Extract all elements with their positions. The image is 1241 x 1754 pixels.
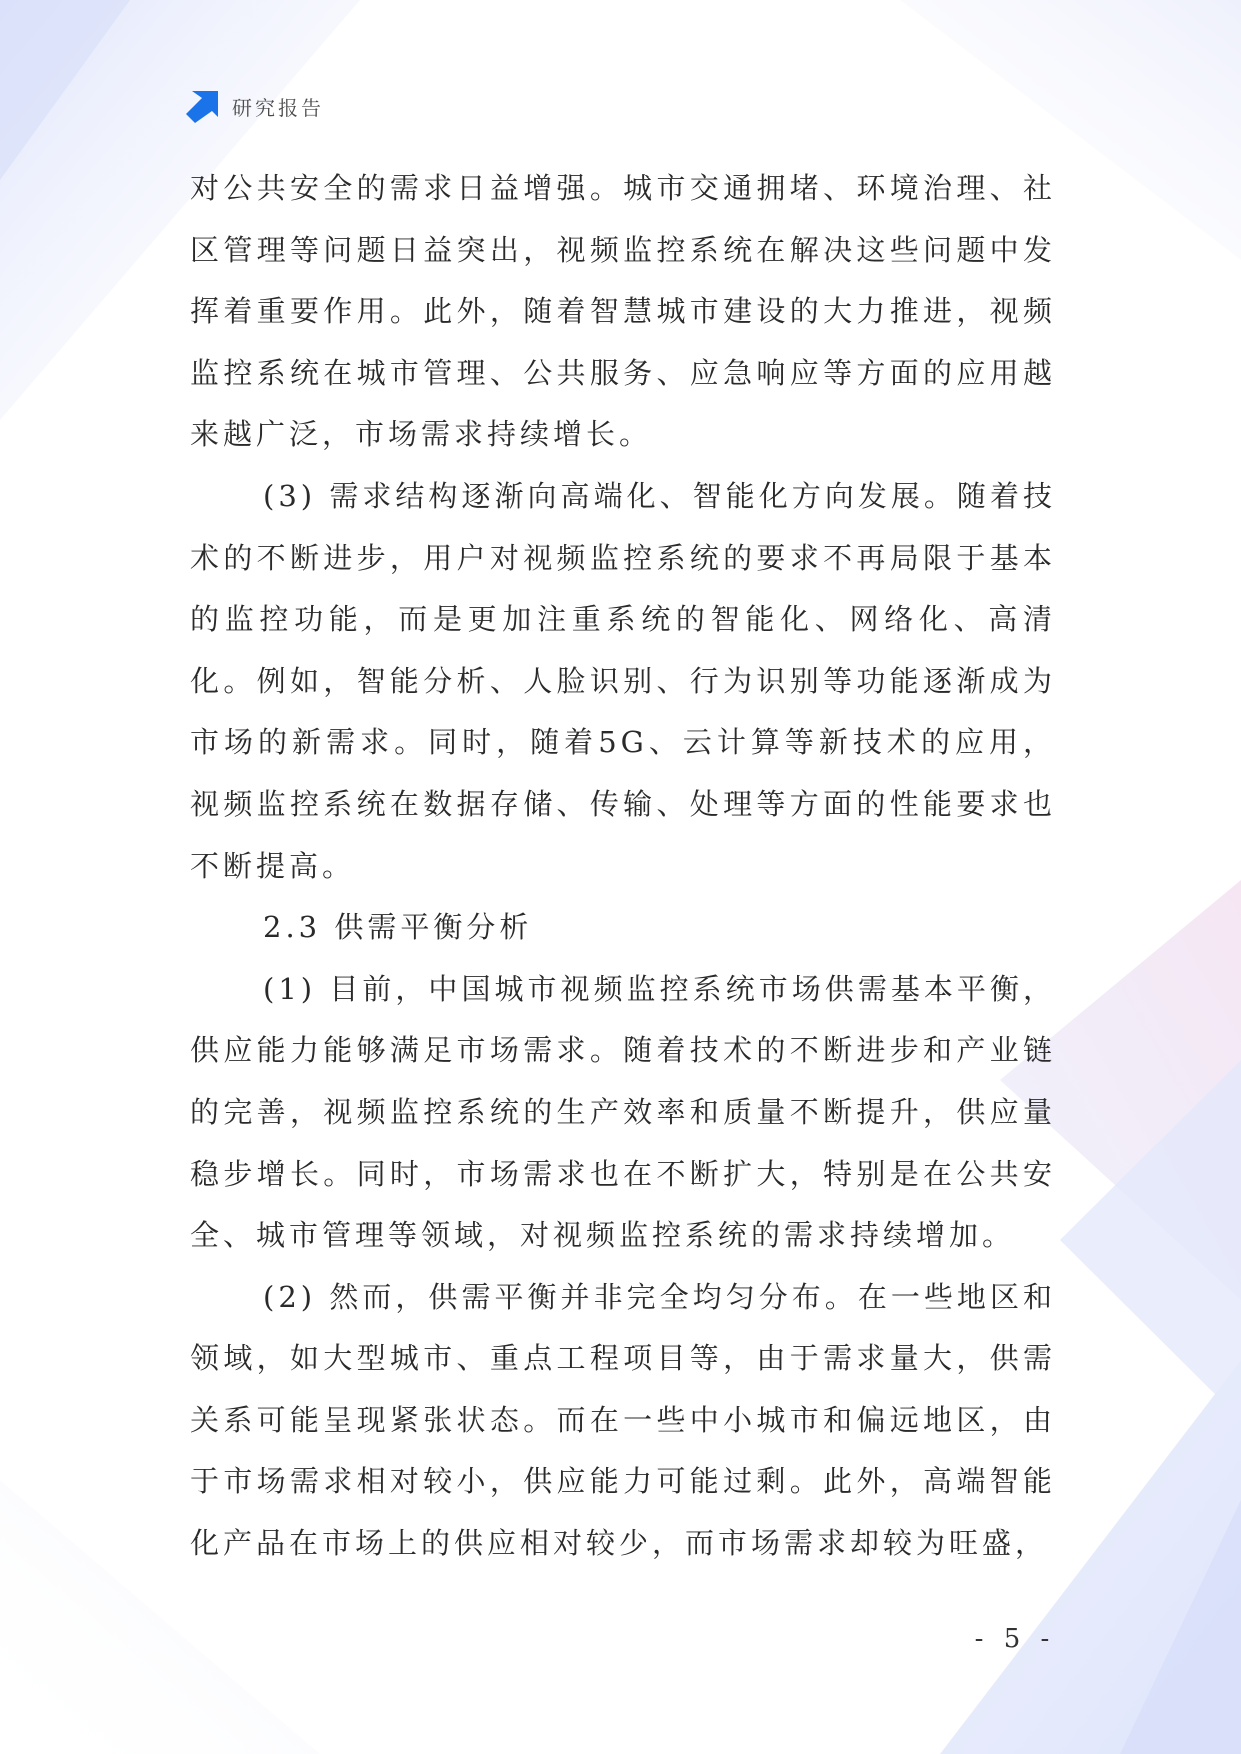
report-header (186, 88, 324, 124)
section-heading: 2.3 供需平衡分析 (263, 910, 533, 945)
document-body (190, 158, 1056, 1575)
page-number: - 5 - (974, 1624, 1056, 1654)
arrow-up-right-logo-icon (186, 89, 220, 123)
paragraph-supply-demand-balance: (1) 目前，中国城市视频监控系统市场供需基本平衡，供应能力能够满足市场需求。随着技术的不断进步和产业链的完善，视频监控系统的生产效率和质量不断提升，供应量稳步增长。同时，市场需求也在不断扩大，特别是在公共安全、城市管理等领域，对视频监控系统的需求持续增加。 (190, 971, 1056, 1253)
paragraph-demand-structure: (3) 需求结构逐渐向高端化、智能化方向发展。随着技术的不断进步，用户对视频监控系统的要求不再局限于基本的监控功能，而是更加注重系统的智能化、网络化、高清化。例如，智能分析、人脸识别、行为识别等功能逐渐成为市场的新需求。同时，随着5G、云计算等新技术的应用，视频监控系统在数据存储、传输、处理等方面的性能要求也不断提高。 (190, 478, 1056, 883)
header-title: 研究报告 (232, 95, 324, 120)
paragraph-continued: 对公共安全的需求日益增强。城市交通拥堵、环境治理、社区管理等问题日益突出，视频监控系统在解决这些问题中发挥着重要作用。此外，随着智慧城市建设的大力推进，视频监控系统在城市管理、公共服务、应急响应等方面的应用越来越广泛，市场需求持续增长。 (190, 171, 1056, 452)
paragraph-uneven-distribution: (2) 然而，供需平衡并非完全均匀分布。在一些地区和领域，如大型城市、重点工程项目等，由于需求量大，供需关系可能呈现紧张状态。而在一些中小城市和偏远地区，由于市场需求相对较小，供应能力可能过剩。此外，高端智能化产品在市场上的供应相对较少，而市场需求却较为旺盛， (190, 1279, 1056, 1561)
